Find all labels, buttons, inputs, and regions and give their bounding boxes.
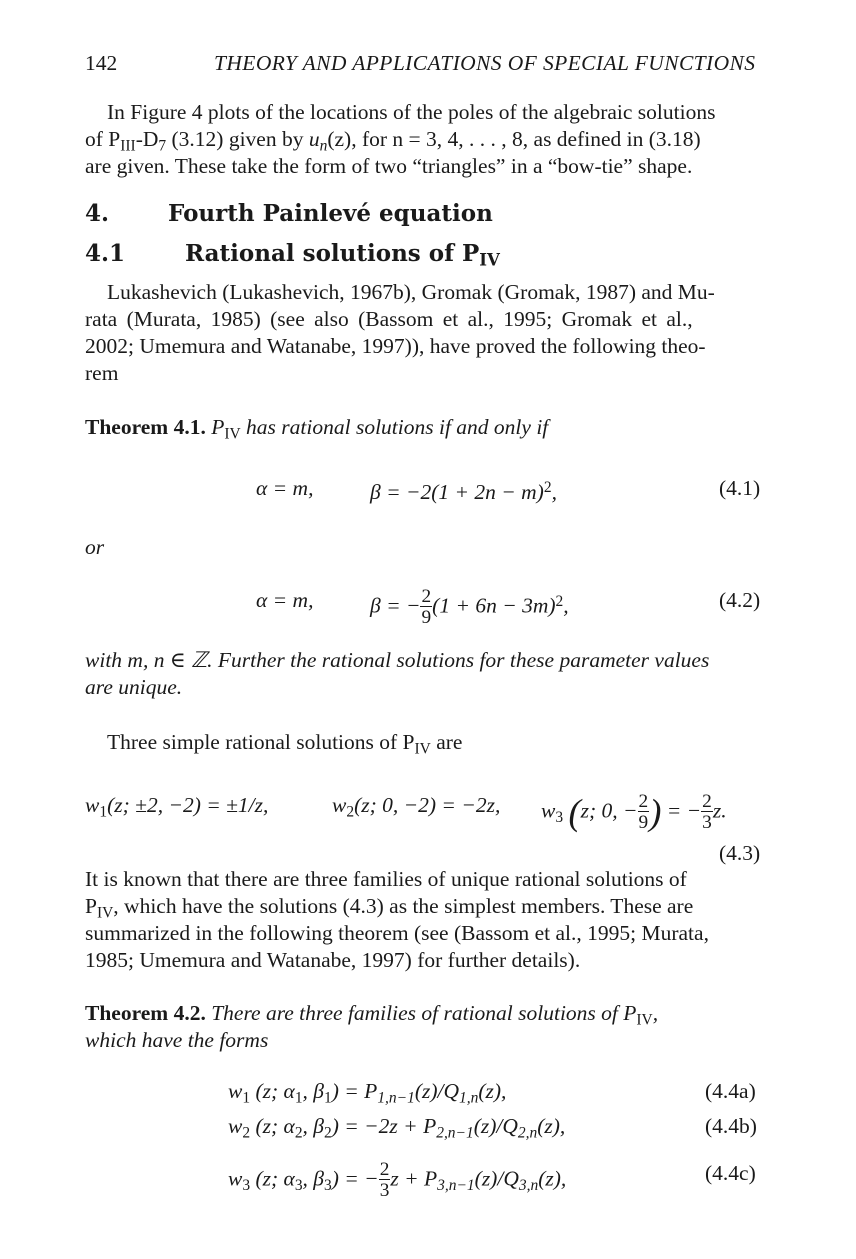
subsection-title: Rational solutions of $P_{IV}$ [185, 240, 500, 270]
eq-4-1-beta: $\beta = -2(1 + 2n - m)^2$, [370, 479, 557, 504]
eq-4-4c: $w_3$ (z; $\alpha_3$, $\beta_3$) = − $\frac{2}{3}$ $z + P_{3,n-1}(z)/Q_{3,n}(z)$, [228, 1159, 567, 1202]
eq-4-2-beta: β = − $\frac{2}{9}$ $(1 + 6n - 3m)^2$, [370, 586, 569, 629]
theorem-4-1-statement: Theorem 4.1. $P_{IV}$ has rational solutions if and only if [85, 415, 549, 443]
simple-solutions-line: Three simple rational solutions of $P_{IV}$ are [107, 730, 463, 758]
eq-4-3-w1: $w_1(z$; ±2, −2) = ±1/z, [85, 793, 269, 821]
eq-4-1-number: (4.1) [719, 476, 761, 500]
section-title: Fourth Painlevé equation [168, 200, 493, 227]
theorem-4-1-after-1: with m, n ∈ ℤ. Further the rational solutions for these parameter values [85, 648, 710, 672]
or-text: or [85, 535, 105, 559]
intro-line-1: In Figure 4 plots of the locations of the poles of the algebraic solutions [107, 100, 716, 124]
eq-4-4a: $w_1$ (z; $\alpha_1$, $\beta_1) = P_{1,n-1}(z)/Q_{1,n}(z)$, [228, 1079, 507, 1107]
eq-4-4b-number: (4.4b) [705, 1114, 757, 1138]
body-line-4: rem [85, 361, 119, 385]
body-line-2: rata (Murata, 1985) (see also (Bassom et al., 1995; Gromak et al., [85, 307, 693, 331]
eq-4-2-alpha: α = m, [256, 588, 314, 612]
eq-4-3-number: (4.3) [719, 841, 761, 865]
known-line-4: 1985; Umemura and Watanabe, 1997) for further details). [85, 948, 581, 972]
known-line-2: $P_{IV}$, which have the solutions (4.3) as the simplest members. These are [85, 894, 694, 922]
eq-4-1-alpha: α = m, [256, 476, 314, 500]
page-number: 142 [85, 51, 118, 75]
theorem-4-2-statement: Theorem 4.2. There are three families of rational solutions of $P_{IV}$, [85, 1001, 659, 1029]
theorem-4-1-label: Theorem 4.1. [85, 415, 206, 439]
known-line-3: summarized in the following theorem (see (Bassom et al., 1995; Murata, [85, 921, 709, 945]
theorem-4-1-after-2: are unique. [85, 675, 183, 699]
running-title: THEORY AND APPLICATIONS OF SPECIAL FUNCTIONS [214, 51, 756, 75]
eq-4-3-w2: $w_2(z$; 0, −2) = −2z, [332, 793, 501, 821]
body-line-1: Lukashevich (Lukashevich, 1967b), Gromak (Gromak, 1987) and Mu- [107, 280, 715, 304]
intro-line-2: of $P_{III}-D_7$ (3.12) given by $u_n(z)$, for n = 3, 4, . . . , 8, as defined in (3.18) [85, 127, 701, 155]
theorem-4-2-line-2: which have the forms [85, 1028, 269, 1052]
eq-4-2-number: (4.2) [719, 588, 761, 612]
eq-4-3-w3: $w_3$ (z; 0, − $\frac{2}{9}$ ) = − $\frac{2}{3}$ z. [541, 791, 727, 834]
intro-line-3: are given. These take the form of two “triangles” in a “bow-tie” shape. [85, 154, 693, 178]
known-line-1: It is known that there are three families of unique rational solutions of [85, 867, 687, 891]
eq-4-4c-number: (4.4c) [705, 1161, 756, 1185]
eq-4-4b: $w_2$ (z; $\alpha_2$, $\beta_2) = -2z + P_{2,n-1}(z)/Q_{2,n}(z)$, [228, 1114, 566, 1142]
theorem-4-2-label: Theorem 4.2. [85, 1001, 206, 1025]
section-number: 4. [85, 200, 110, 227]
body-line-3: 2002; Umemura and Watanabe, 1997)), have proved the following theo- [85, 334, 706, 358]
subsection-number: 4.1 [85, 240, 126, 267]
eq-4-4a-number: (4.4a) [705, 1079, 756, 1103]
